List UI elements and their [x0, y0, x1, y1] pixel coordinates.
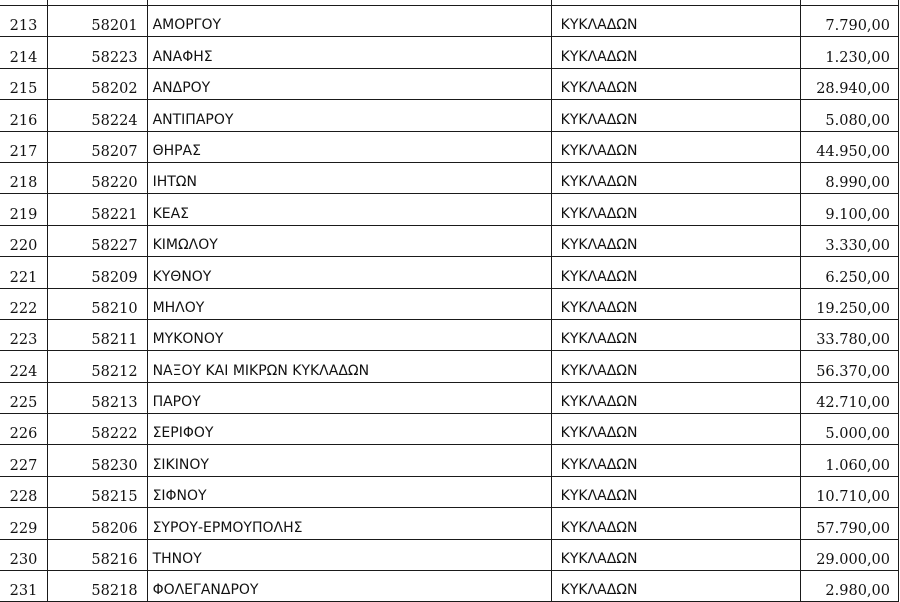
table-row	[0, 37, 899, 68]
cell-name: ΜΗΛΟΥ	[147, 288, 551, 319]
cell-name: ΑΝΤΙΠΑΡΟΥ	[147, 100, 551, 131]
cell-code: 58209	[47, 257, 147, 288]
cell-name: ΘΗΡΑΣ	[147, 131, 551, 162]
cell-prefecture: ΚΥΚΛΑΔΩΝ	[551, 476, 800, 507]
cell-aa: 213	[0, 6, 47, 37]
cell-aa: 219	[0, 194, 47, 225]
cell-prefecture: ΚΥΚΛΑΔΩΝ	[551, 445, 800, 476]
cell-prefecture: ΚΥΚΛΑΔΩΝ	[551, 68, 800, 99]
cell-amount: 5.080,00	[800, 100, 898, 131]
cell-code: 58207	[47, 131, 147, 162]
cell-amount: 44.950,00	[800, 131, 898, 162]
cell-aa: 223	[0, 319, 47, 350]
cell-amount: 33.780,00	[800, 319, 898, 350]
cell-prefecture: ΚΥΚΛΑΔΩΝ	[551, 6, 800, 37]
cell-name: ΜΥΚΟΝΟΥ	[147, 319, 551, 350]
cell-aa: 220	[0, 225, 47, 256]
cell-prefecture: ΚΥΚΛΑΔΩΝ	[551, 162, 800, 193]
table-row	[0, 6, 899, 37]
cell-amount: 1.230,00	[800, 37, 898, 68]
cell-code: 58218	[47, 571, 147, 602]
table-row	[0, 414, 899, 445]
cell-prefecture: ΚΥΚΛΑΔΩΝ	[551, 508, 800, 539]
cell-aa: 221	[0, 257, 47, 288]
cell-amount: 6.250,00	[800, 257, 898, 288]
table-row	[0, 351, 899, 382]
cell-name: ΣΙΦΝΟΥ	[147, 476, 551, 507]
cell-code: 58224	[47, 100, 147, 131]
cell-code: 58210	[47, 288, 147, 319]
cell-aa: 218	[0, 162, 47, 193]
table-row	[0, 382, 899, 413]
table-row	[0, 476, 899, 507]
cell-name: ΦΟΛΕΓΑΝΔΡΟΥ	[147, 571, 551, 602]
cell-aa: 217	[0, 131, 47, 162]
cell-aa: 215	[0, 68, 47, 99]
cell-prefecture: ΚΥΚΛΑΔΩΝ	[551, 539, 800, 570]
cell-aa: 228	[0, 476, 47, 507]
cell-prefecture: ΚΥΚΛΑΔΩΝ	[551, 382, 800, 413]
table-row	[0, 68, 899, 99]
table-row	[0, 194, 899, 225]
cell-prefecture: ΚΥΚΛΑΔΩΝ	[551, 225, 800, 256]
cell-name: ΣΕΡΙΦΟΥ	[147, 414, 551, 445]
cell-code: 58223	[47, 37, 147, 68]
cell-amount: 57.790,00	[800, 508, 898, 539]
cell-name: ΣΙΚΙΝΟΥ	[147, 445, 551, 476]
cell-name: ΑΜΟΡΓΟΥ	[147, 6, 551, 37]
cell-prefecture: ΚΥΚΛΑΔΩΝ	[551, 37, 800, 68]
cell-aa: 222	[0, 288, 47, 319]
table-row	[0, 539, 899, 570]
table-row	[0, 571, 899, 602]
table-row	[0, 100, 899, 131]
cell-amount: 42.710,00	[800, 382, 898, 413]
cell-name: ΚΕΑΣ	[147, 194, 551, 225]
cell-amount: 8.990,00	[800, 162, 898, 193]
table-row	[0, 162, 899, 193]
table-row	[0, 225, 899, 256]
cell-code: 58206	[47, 508, 147, 539]
table-row	[0, 508, 899, 539]
cell-amount: 5.000,00	[800, 414, 898, 445]
cell-aa: 229	[0, 508, 47, 539]
table-row	[0, 257, 899, 288]
cell-prefecture: ΚΥΚΛΑΔΩΝ	[551, 571, 800, 602]
cell-prefecture: ΚΥΚΛΑΔΩΝ	[551, 194, 800, 225]
cell-name: ΙΗΤΩΝ	[147, 162, 551, 193]
cell-name: ΤΗΝΟΥ	[147, 539, 551, 570]
cell-code: 58230	[47, 445, 147, 476]
cell-code: 58212	[47, 351, 147, 382]
cell-prefecture: ΚΥΚΛΑΔΩΝ	[551, 288, 800, 319]
cell-amount: 19.250,00	[800, 288, 898, 319]
cell-amount: 29.000,00	[800, 539, 898, 570]
cell-name: ΝΑΞΟΥ ΚΑΙ ΜΙΚΡΩΝ ΚΥΚΛΑΔΩΝ	[147, 351, 551, 382]
cell-amount: 3.330,00	[800, 225, 898, 256]
cell-aa: 226	[0, 414, 47, 445]
cell-name: ΑΝΔΡΟΥ	[147, 68, 551, 99]
cell-code: 58213	[47, 382, 147, 413]
table-row	[0, 131, 899, 162]
cell-prefecture: ΚΥΚΛΑΔΩΝ	[551, 100, 800, 131]
table-row	[0, 445, 899, 476]
cell-name: ΠΑΡΟΥ	[147, 382, 551, 413]
cell-prefecture: ΚΥΚΛΑΔΩΝ	[551, 257, 800, 288]
cell-code: 58201	[47, 6, 147, 37]
cell-code: 58227	[47, 225, 147, 256]
cell-code: 58202	[47, 68, 147, 99]
cell-code: 58220	[47, 162, 147, 193]
cell-prefecture: ΚΥΚΛΑΔΩΝ	[551, 351, 800, 382]
table-row	[0, 319, 899, 350]
cell-prefecture: ΚΥΚΛΑΔΩΝ	[551, 319, 800, 350]
cell-name: ΚΙΜΩΛΟΥ	[147, 225, 551, 256]
cell-aa: 231	[0, 571, 47, 602]
cell-prefecture: ΚΥΚΛΑΔΩΝ	[551, 131, 800, 162]
cell-code: 58215	[47, 476, 147, 507]
cell-aa: 214	[0, 37, 47, 68]
cell-amount: 1.060,00	[800, 445, 898, 476]
cell-aa: 225	[0, 382, 47, 413]
cell-amount: 28.940,00	[800, 68, 898, 99]
cell-code: 58211	[47, 319, 147, 350]
cell-code: 58222	[47, 414, 147, 445]
cell-aa: 216	[0, 100, 47, 131]
cell-name: ΑΝΑΦΗΣ	[147, 37, 551, 68]
cell-amount: 9.100,00	[800, 194, 898, 225]
cell-aa: 227	[0, 445, 47, 476]
cell-name: ΣΥΡΟΥ-ΕΡΜΟΥΠΟΛΗΣ	[147, 508, 551, 539]
cell-amount: 56.370,00	[800, 351, 898, 382]
cell-amount: 7.790,00	[800, 6, 898, 37]
cell-amount: 10.710,00	[800, 476, 898, 507]
cell-code: 58216	[47, 539, 147, 570]
table-row	[0, 288, 899, 319]
cell-aa: 230	[0, 539, 47, 570]
cell-amount: 2.980,00	[800, 571, 898, 602]
cell-prefecture: ΚΥΚΛΑΔΩΝ	[551, 414, 800, 445]
cell-name: ΚΥΘΝΟΥ	[147, 257, 551, 288]
cell-code: 58221	[47, 194, 147, 225]
cell-aa: 224	[0, 351, 47, 382]
